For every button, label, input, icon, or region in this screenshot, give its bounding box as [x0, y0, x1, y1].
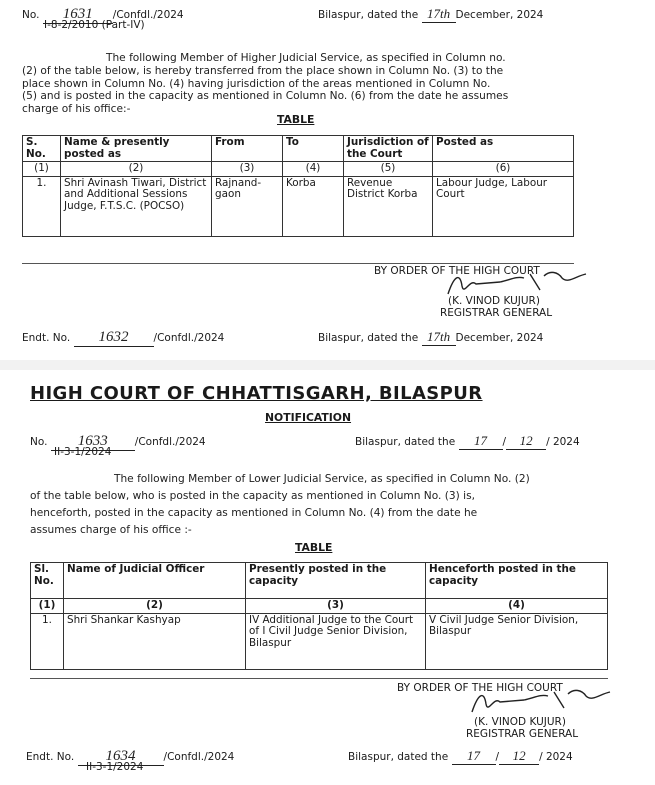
notification-number: No. 1633 /Confdl./2024 — [30, 433, 206, 449]
column-number-row: (1) (2) (3) (4) — [31, 599, 608, 614]
header-cell: Presently posted in the capacity — [246, 563, 426, 599]
posting-table — [30, 562, 608, 670]
notification-date: Bilaspur, dated the 17 / 12 / 2024 — [355, 433, 580, 448]
divider — [30, 678, 608, 679]
column-number-row: (1) (2) (3) (4) (5) (6) — [23, 162, 574, 177]
endorsement-date: Bilaspur, dated the 17 / 12 / 2024 — [348, 748, 573, 763]
file-reference: I-8-2/2010 (Part-IV) — [44, 19, 145, 31]
court-title: HIGH COURT OF CHHATTISGARH, BILASPUR — [30, 383, 483, 404]
table-header-row — [23, 136, 574, 162]
notification-paragraph: The following Member of Lower Judicial Service, as specified in Column No. (2) of the table below, who is posted in the capacity as mentioned in Column No. (3) is, henceforth, posted in the capacity as mentioned in Column No. (4) from the date he assumes charge of his office :- — [30, 473, 530, 536]
header-cell: S. No. — [23, 136, 61, 162]
endorsement-number: Endt. No. 1632 /Confdl./2024 — [22, 329, 225, 345]
by-order: BY ORDER OF THE HIGH COURT — [374, 265, 540, 277]
order-paragraph: The following Member of Higher Judicial Service, as specified in Column no. (2) of the table below, is hereby transferred from the place shown in Column No. (3) to the place shown in Column No. (4) having jurisdiction of the areas mentioned in Column No. (5) and is posted in the capacity as mentioned in Column No. (6) from the date he assumes charge of his office:- — [22, 52, 509, 116]
table-row: 1. Shri Shankar Kashyap IV Additional Judge to the Court of I Civil Judge Senior Division, Bilaspur V Civil Judge Senior Division, Bilaspur — [31, 613, 608, 669]
table-title: TABLE — [277, 113, 315, 126]
table-title: TABLE — [295, 541, 333, 554]
header-cell: Name & presently posted as — [61, 136, 212, 162]
header-cell: Name of Judicial Officer — [64, 563, 246, 599]
endorsement-reference: II-3-1/2024 — [86, 761, 144, 773]
endorsement-number: Endt. No. 1634 /Confdl./2024 — [26, 748, 235, 764]
order-number: No. 1631 /Confdl./2024 — [22, 6, 184, 22]
header-cell: Jurisdiction of the Court — [344, 136, 433, 162]
order-date: Bilaspur, dated the 17th December, 2024 — [318, 6, 544, 21]
section-gap — [0, 360, 655, 370]
endorsement-date: Bilaspur, dated the 17th December, 2024 — [318, 329, 544, 344]
signatory-name: (K. VINOD KUJUR) — [474, 716, 566, 728]
header-cell: Sl. No. — [31, 563, 64, 599]
header-cell: Henceforth posted in the capacity — [426, 563, 608, 599]
signatory-name: (K. VINOD KUJUR) — [448, 295, 540, 307]
notification-heading: NOTIFICATION — [265, 411, 352, 424]
header-cell: Posted as — [433, 136, 574, 162]
signatory-designation: REGISTRAR GENERAL — [440, 307, 553, 319]
signatory-designation: REGISTRAR GENERAL — [466, 728, 579, 740]
transfer-table — [22, 135, 574, 237]
signature-icon — [464, 686, 624, 718]
file-reference: II-3-1/2024 — [54, 446, 112, 458]
divider — [22, 263, 574, 264]
table-header-row — [31, 563, 608, 599]
header-cell: From — [212, 136, 283, 162]
by-order: BY ORDER OF THE HIGH COURT — [397, 682, 563, 694]
header-cell: To — [283, 136, 344, 162]
handwritten-number: 1631 — [43, 6, 113, 24]
table-row: 1. Shri Avinash Tiwari, District and Additional Sessions Judge, F.T.S.C. (POCSO) Rajnand-gaon Korba Revenue District Korba Labour Judge, Labour Court — [23, 176, 574, 236]
